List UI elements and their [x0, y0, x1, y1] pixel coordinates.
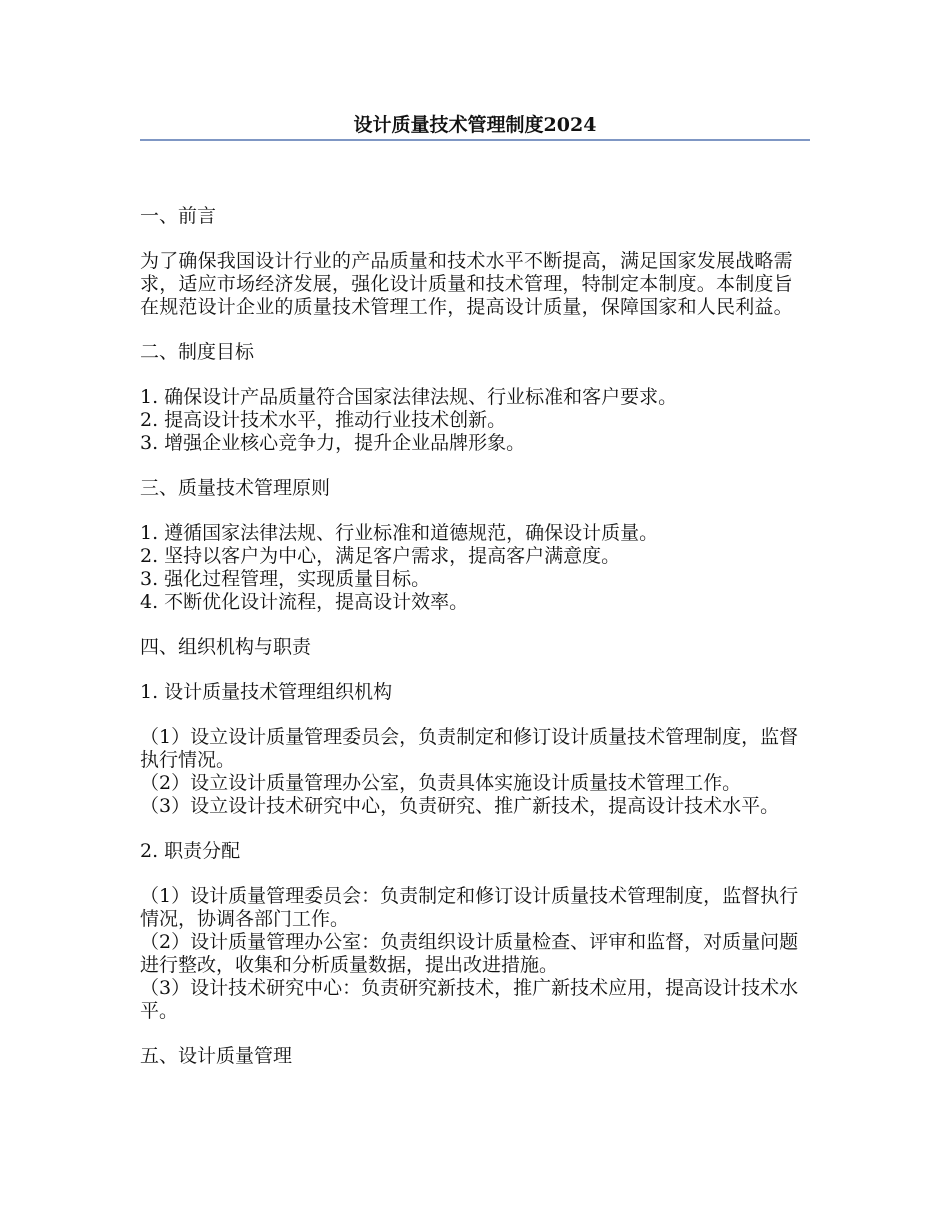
section-heading-preface: 一、前言 — [140, 205, 217, 227]
goal-item: 3. 增强企业核心竞争力，提升企业品牌形象。 — [140, 432, 526, 454]
title-underline — [140, 139, 810, 141]
principle-item: 2. 坚持以客户为中心，满足客户需求，提高客户满意度。 — [140, 545, 621, 567]
structure-item: （1）设立设计质量管理委员会，负责制定和修订设计质量技术管理制度，监督执行情况。 — [140, 726, 799, 771]
responsibility-item: （1）设计质量管理委员会：负责制定和修订设计质量技术管理制度，监督执行情况，协调各部门工作。 — [140, 885, 799, 930]
section-heading-organization: 四、组织机构与职责 — [140, 636, 312, 658]
subsection-heading-structure: 1. 设计质量技术管理组织机构 — [140, 681, 393, 703]
structure-item: （2）设立设计质量管理办公室，负责具体实施设计质量技术管理工作。 — [140, 772, 742, 794]
document-body — [140, 205, 810, 1068]
subsection-heading-responsibilities: 2. 职责分配 — [140, 840, 241, 862]
principle-item: 1. 遵循国家法律法规、行业标准和道德规范，确保设计质量。 — [140, 522, 659, 544]
section-heading-principles: 三、质量技术管理原则 — [140, 477, 331, 499]
structure-item: （3）设立设计技术研究中心，负责研究、推广新技术，提高设计技术水平。 — [140, 795, 780, 817]
responsibility-item: （2）设计质量管理办公室：负责组织设计质量检查、评审和监督，对质量问题进行整改，收集和分析质量数据，提出改进措施。 — [140, 931, 799, 976]
principle-item: 3. 强化过程管理，实现质量目标。 — [140, 568, 431, 590]
section-heading-design-quality: 五、设计质量管理 — [140, 1045, 293, 1067]
responsibility-item: （3）设计技术研究中心：负责研究新技术，推广新技术应用，提高设计技术水平。 — [140, 977, 799, 1022]
preface-paragraph: 为了确保我国设计行业的产品质量和技术水平不断提高，满足国家发展战略需求，适应市场经济发展，强化设计质量和技术管理，特制定本制度。本制度旨在规范设计企业的质量技术管理工作，提高设计质量，保障国家和人民利益。 — [140, 250, 793, 318]
section-heading-goals: 二、制度目标 — [140, 341, 255, 363]
document-title: 设计质量技术管理制度2024 — [353, 114, 597, 136]
goal-item: 1. 确保设计产品质量符合国家法律法规、行业标准和客户要求。 — [140, 386, 678, 408]
goal-item: 2. 提高设计技术水平，推动行业技术创新。 — [140, 409, 507, 431]
principle-item: 4. 不断优化设计流程，提高设计效率。 — [140, 591, 469, 613]
